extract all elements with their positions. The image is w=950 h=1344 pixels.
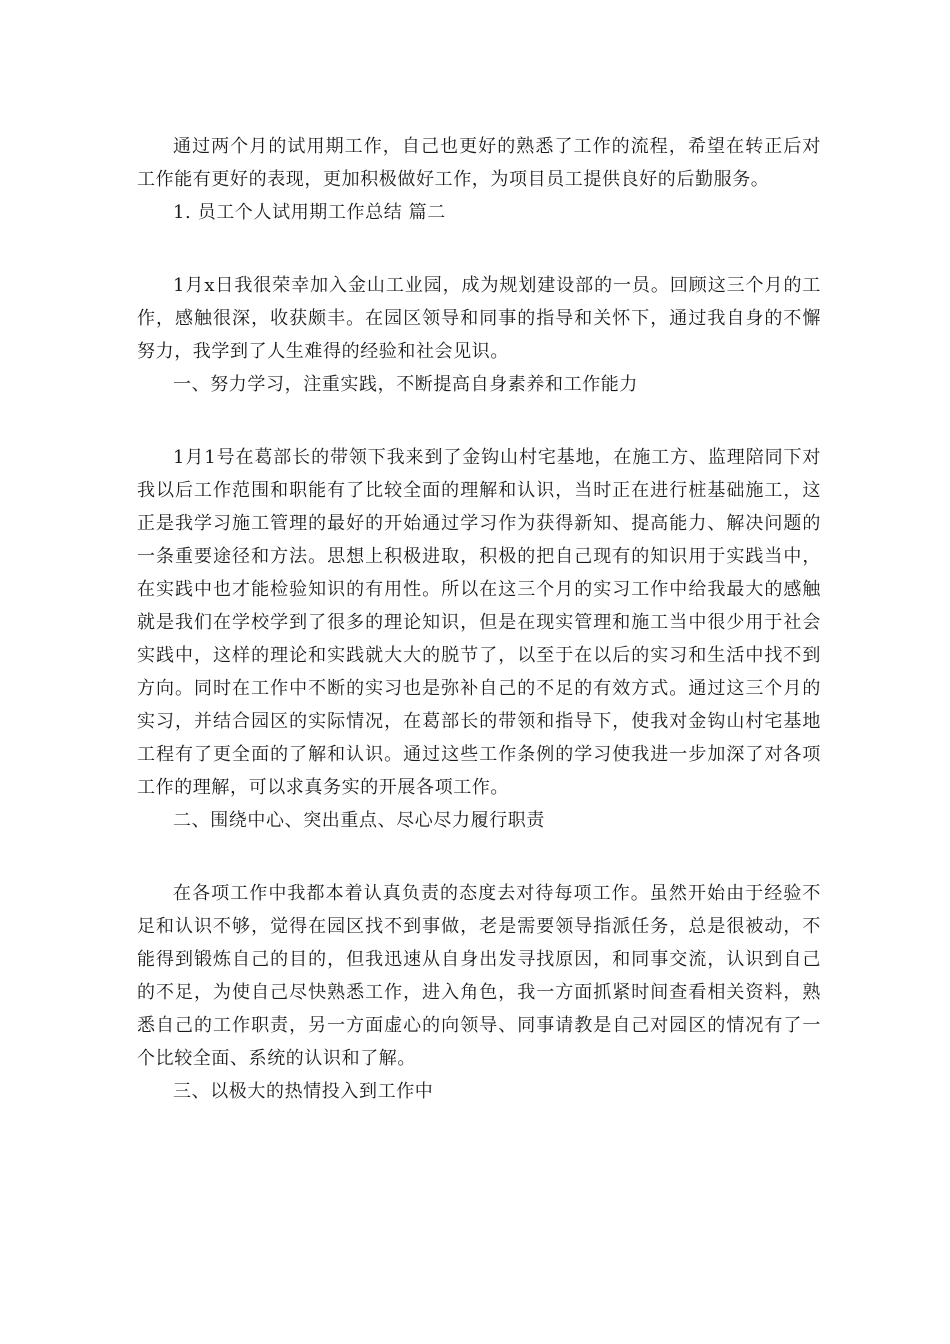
section-title-part-two: 1. 员工个人试用期工作总结 篇二 (173, 202, 446, 223)
document-body (137, 130, 821, 1108)
heading-duties: 二、围绕中心、突出重点、尽心尽力履行职责 (173, 810, 545, 831)
heading-study-practice: 一、努力学习，注重实践，不断提高自身素养和工作能力 (173, 374, 638, 395)
paragraph-responsible-attitude: 在各项工作中我都本着认真负责的态度去对待每项工作。虽然开始由于经验不足和认识不够，觉得在园区找不到事做，老是需要领导指派任务，总是很被动，不能得到锻炼自己的目的，但我迅速从自身出发寻找原因，和同事交流，认识到自己的不足，为使自己尽快熟悉工作，进入角色，我一方面抓紧时间查看相关资料，熟悉自己的工作职责，另一方面虚心的向领导、同事请教是自己对园区的情况有了一个比较全面、系统的认识和了解。 (137, 883, 821, 1069)
paragraph-site-learning: 1月1号在葛部长的带领下我来到了金钩山村宅基地，在施工方、监理陪同下对我以后工作范围和职能有了比较全面的理解和认识，当时正在进行桩基础施工，这正是我学习施工管理的最好的开始通过学习作为获得新知、提高能力、解决问题的一条重要途径和方法。思想上积极进取，积极的把自己现有的知识用于实践当中，在实践中也才能检验知识的有用性。所以在这三个月的实习工作中给我最大的感触就是我们在学校学到了很多的理论知识，但是在现实管理和施工当中很少用于社会实践中，这样的理论和实践就大大的脱节了，以至于在以后的实习和生活中找不到方向。同时在工作中不断的实习也是弥补自己的不足的有效方式。通过这三个月的实习，并结合园区的实际情况，在葛部长的带领和指导下，使我对金钩山村宅基地工程有了更全面的了解和认识。通过这些工作条例的学习使我进一步加深了对各项工作的理解，可以求真务实的开展各项工作。 (137, 447, 821, 798)
heading-enthusiasm: 三、以极大的热情投入到工作中 (173, 1081, 434, 1102)
paragraph-joining-intro: 1月x日我很荣幸加入金山工业园，成为规划建设部的一员。回顾这三个月的工作，感触很深，收获颇丰。在园区领导和同事的指导和关怀下，通过我自身的不懈努力，我学到了人生难得的经验和社会见识。 (137, 275, 821, 362)
paragraph-probation-summary: 通过两个月的试用期工作，自己也更好的熟悉了工作的流程，希望在转正后对工作能有更好的表现，更加积极做好工作，为项目员工提供良好的后勤服务。 (137, 136, 821, 190)
